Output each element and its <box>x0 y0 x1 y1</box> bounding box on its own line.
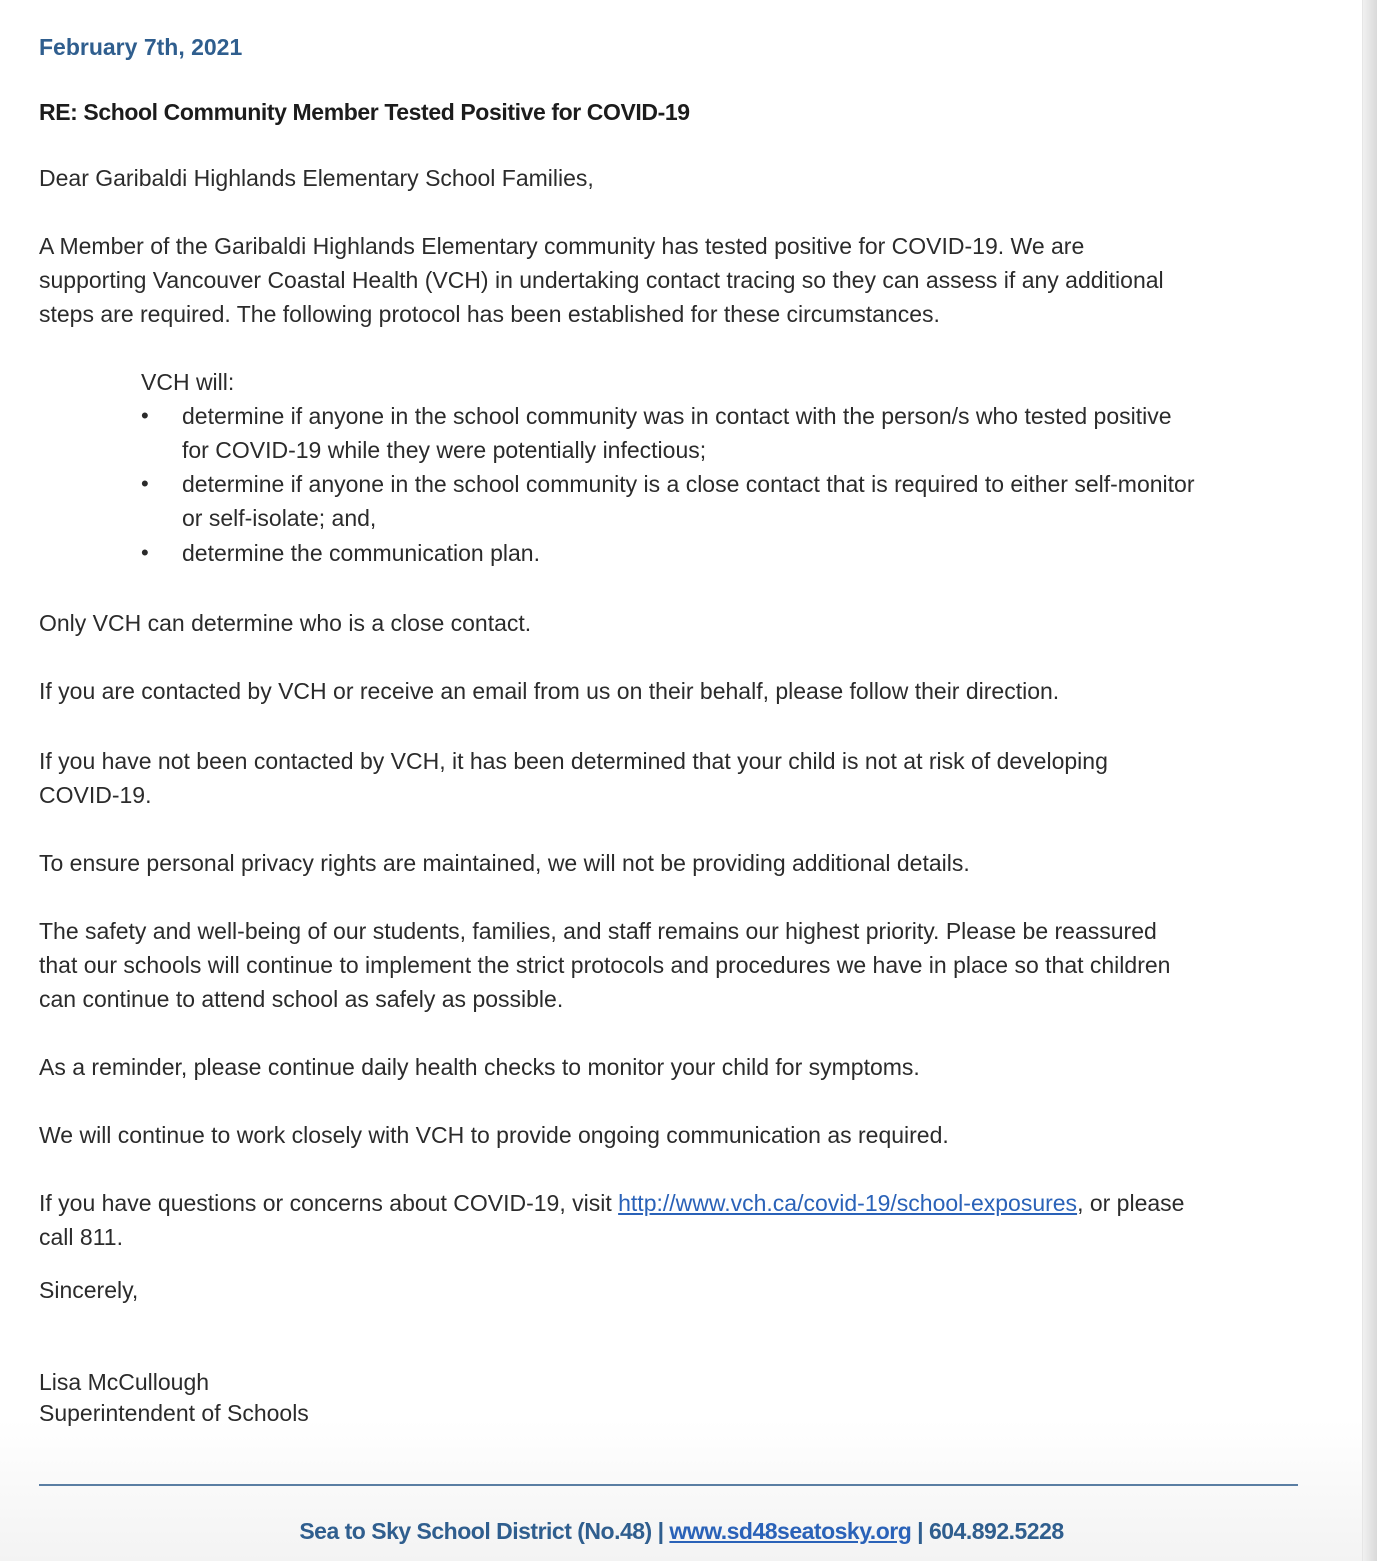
closing: Sincerely, <box>39 1277 139 1303</box>
safety-line-2: that our schools will continue to implement the strict protocols and procedures we have in place so that children <box>39 952 1171 978</box>
letter-date: February 7th, 2021 <box>39 34 243 60</box>
bullet-3-line-1: determine the communication plan. <box>182 540 540 566</box>
footer-district: Sea to Sky School District (No.48) | <box>299 1518 670 1544</box>
safety-line-1: The safety and well-being of our students, families, and staff remains our highest priority. Please be reassured <box>39 918 1157 944</box>
intro-line-1: A Member of the Garibaldi Highlands Elementary community has tested positive for COVID-19. We are <box>39 233 1085 259</box>
intro-line-2: supporting Vancouver Coastal Health (VCH) in undertaking contact tracing so they can assess if any additional <box>39 267 1164 293</box>
signer-title: Superintendent of Schools <box>39 1400 309 1426</box>
contacted-paragraph: If you are contacted by VCH or receive an email from us on their behalf, please follow their direction. <box>39 678 1060 704</box>
bullet-marker: • <box>141 403 149 428</box>
letter-subject: RE: School Community Member Tested Positive for COVID-19 <box>39 99 690 125</box>
bullet-marker: • <box>141 540 149 565</box>
questions-line-2: call 811. <box>39 1224 123 1250</box>
reminder-paragraph: As a reminder, please continue daily health checks to monitor your child for symptoms. <box>39 1054 920 1080</box>
privacy-paragraph: To ensure personal privacy rights are maintained, we will not be providing additional details. <box>39 850 970 876</box>
bullet-2-line-2: or self-isolate; and, <box>182 505 377 531</box>
continue-work-paragraph: We will continue to work closely with VCH to provide ongoing communication as required. <box>39 1122 949 1148</box>
bullet-1-line-1: determine if anyone in the school community was in contact with the person/s who tested positive <box>182 403 1172 429</box>
vch-exposures-link[interactable]: http://www.vch.ca/covid-19/school-exposures <box>618 1190 1078 1216</box>
bullet-marker: • <box>141 471 149 496</box>
footer-phone: | 604.892.5228 <box>911 1518 1064 1544</box>
footer-website-link[interactable]: www.sd48seatosky.org <box>669 1518 912 1544</box>
vch-heading: VCH will: <box>141 369 235 395</box>
footer <box>0 1514 1363 1548</box>
footer-divider <box>39 1484 1298 1486</box>
not-contacted-line-1: If you have not been contacted by VCH, it has been determined that your child is not at risk of developing <box>39 748 1108 774</box>
bullet-1-line-2: for COVID-19 while they were potentially infectious; <box>182 437 707 463</box>
questions-line-1 <box>39 1186 1184 1220</box>
page-edge <box>1362 0 1377 1561</box>
close-contact-paragraph: Only VCH can determine who is a close contact. <box>39 610 532 636</box>
salutation: Dear Garibaldi Highlands Elementary School Families, <box>39 165 594 191</box>
signer-name: Lisa McCullough <box>39 1369 210 1395</box>
questions-prefix: If you have questions or concerns about COVID-19, visit <box>39 1190 619 1216</box>
questions-suffix: , or please <box>1077 1190 1185 1216</box>
safety-line-3: can continue to attend school as safely as possible. <box>39 986 564 1012</box>
not-contacted-line-2: COVID-19. <box>39 782 152 808</box>
bullet-2-line-1: determine if anyone in the school community is a close contact that is required to either self-monitor <box>182 471 1195 497</box>
intro-line-3: steps are required. The following protocol has been established for these circumstances. <box>39 301 940 327</box>
